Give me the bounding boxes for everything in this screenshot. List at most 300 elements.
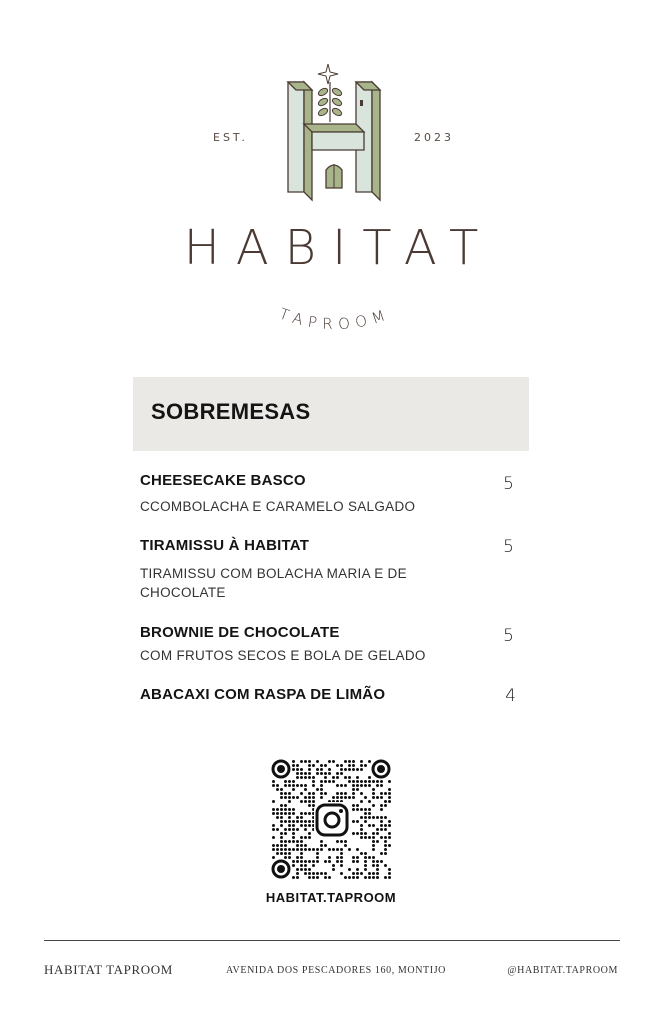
qr-dot xyxy=(336,776,339,779)
qr-dot xyxy=(360,808,363,811)
qr-dot xyxy=(356,868,359,871)
menu-item xyxy=(140,624,520,665)
qr-dot xyxy=(336,840,339,843)
qr-dot xyxy=(296,856,299,859)
qr-dot xyxy=(284,852,287,855)
qr-dot xyxy=(344,796,347,799)
qr-dot xyxy=(304,788,307,791)
qr-dot xyxy=(320,772,323,775)
qr-dot xyxy=(276,816,279,819)
qr-dot xyxy=(372,856,375,859)
taproom-text: TAPROOM xyxy=(276,304,394,334)
qr-dot xyxy=(304,860,307,863)
qr-dot xyxy=(376,780,379,783)
qr-dot xyxy=(372,780,375,783)
qr-dot xyxy=(288,800,291,803)
qr-dot xyxy=(316,788,319,791)
qr-dot xyxy=(296,772,299,775)
qr-dot xyxy=(360,760,363,763)
menu-item xyxy=(140,472,520,516)
qr-dot xyxy=(304,828,307,831)
qr-dot xyxy=(316,852,319,855)
qr-dot xyxy=(356,860,359,863)
qr-dot xyxy=(380,860,383,863)
qr-dot xyxy=(340,840,343,843)
qr-dot xyxy=(292,828,295,831)
qr-dot xyxy=(372,864,375,867)
item-price: 5 xyxy=(503,474,514,494)
qr-dot xyxy=(300,840,303,843)
qr-dot xyxy=(324,764,327,767)
qr-dot xyxy=(308,776,311,779)
qr-dot xyxy=(368,800,371,803)
qr-dot xyxy=(360,768,363,771)
qr-dot xyxy=(332,864,335,867)
qr-dot xyxy=(304,772,307,775)
qr-dot xyxy=(272,780,275,783)
qr-dot xyxy=(324,844,327,847)
qr-dot xyxy=(356,804,359,807)
qr-dot xyxy=(272,808,275,811)
qr-dot xyxy=(288,792,291,795)
qr-dot xyxy=(384,840,387,843)
qr-dot xyxy=(356,776,359,779)
qr-dot xyxy=(372,876,375,879)
qr-dot xyxy=(312,804,315,807)
qr-dot xyxy=(296,844,299,847)
qr-dot xyxy=(348,764,351,767)
qr-dot xyxy=(356,784,359,787)
qr-dot xyxy=(336,772,339,775)
qr-dot xyxy=(272,828,275,831)
qr-dot xyxy=(292,824,295,827)
qr-dot xyxy=(352,876,355,879)
qr-dot xyxy=(280,824,283,827)
qr-dot xyxy=(380,824,383,827)
qr-dot xyxy=(276,852,279,855)
qr-dot xyxy=(316,760,319,763)
qr-dot xyxy=(304,800,307,803)
qr-dot xyxy=(384,836,387,839)
qr-dot xyxy=(284,856,287,859)
qr-dot xyxy=(364,836,367,839)
qr-dot xyxy=(368,808,371,811)
qr-dot xyxy=(388,796,391,799)
qr-dot xyxy=(332,848,335,851)
qr-dot xyxy=(316,860,319,863)
qr-dot xyxy=(388,800,391,803)
qr-dot xyxy=(296,796,299,799)
qr-dot xyxy=(364,856,367,859)
qr-dot xyxy=(312,792,315,795)
section-title: SOBREMESAS xyxy=(151,399,311,424)
qr-dot xyxy=(340,772,343,775)
qr-dot xyxy=(300,836,303,839)
qr-dot xyxy=(292,784,295,787)
qr-dot xyxy=(296,860,299,863)
qr-dot xyxy=(352,872,355,875)
qr-dot xyxy=(276,848,279,851)
qr-dot xyxy=(308,872,311,875)
qr-dot xyxy=(364,812,367,815)
qr-dot xyxy=(296,828,299,831)
qr-dot xyxy=(368,776,371,779)
qr-dot xyxy=(324,860,327,863)
qr-dot xyxy=(372,832,375,835)
qr-dot xyxy=(388,836,391,839)
qr-dot xyxy=(308,876,311,879)
qr-dot xyxy=(388,872,391,875)
qr-dot xyxy=(296,820,299,823)
qr-dot xyxy=(352,808,355,811)
qr-dot xyxy=(292,760,295,763)
qr-dot xyxy=(312,796,315,799)
qr-dot xyxy=(292,864,295,867)
qr-dot xyxy=(348,780,351,783)
qr-dot xyxy=(356,848,359,851)
qr-dot xyxy=(376,860,379,863)
qr-dot xyxy=(376,816,379,819)
qr-dot xyxy=(276,844,279,847)
qr-dot xyxy=(316,876,319,879)
qr-dot xyxy=(368,836,371,839)
qr-dot xyxy=(284,820,287,823)
qr-dot xyxy=(320,780,323,783)
qr-dot xyxy=(300,864,303,867)
qr-dot xyxy=(284,828,287,831)
qr-dot xyxy=(344,784,347,787)
qr-dot xyxy=(364,816,367,819)
qr-dot xyxy=(384,816,387,819)
qr-dot xyxy=(380,784,383,787)
qr-dot xyxy=(340,864,343,867)
qr-dot xyxy=(284,832,287,835)
qr-dot xyxy=(352,768,355,771)
qr-dot xyxy=(300,856,303,859)
qr-dot xyxy=(372,872,375,875)
qr-dot xyxy=(348,868,351,871)
qr-dot xyxy=(384,864,387,867)
qr-dot xyxy=(280,812,283,815)
item-name: ABACAXI COM RASPA DE LIMÃO xyxy=(140,686,386,703)
qr-dot xyxy=(280,852,283,855)
qr-dot xyxy=(300,860,303,863)
item-description: TIRAMISSU COM BOLACHA MARIA E DE CHOCOLATE xyxy=(140,566,407,600)
qr-dot xyxy=(312,864,315,867)
qr-dot xyxy=(304,864,307,867)
qr-dot xyxy=(380,792,383,795)
qr-dot xyxy=(340,764,343,767)
qr-dot xyxy=(292,788,295,791)
qr-dot xyxy=(376,876,379,879)
qr-dot xyxy=(360,832,363,835)
qr-dot xyxy=(308,836,311,839)
qr-dot xyxy=(296,776,299,779)
qr-dot xyxy=(320,840,323,843)
habitat-h-logo-icon xyxy=(278,60,390,202)
qr-dot xyxy=(376,796,379,799)
qr-dot xyxy=(356,768,359,771)
qr-dot xyxy=(360,836,363,839)
qr-dot xyxy=(372,816,375,819)
qr-dot xyxy=(332,780,335,783)
qr-dot xyxy=(284,796,287,799)
qr-dot xyxy=(304,796,307,799)
qr-dot xyxy=(308,832,311,835)
qr-dot xyxy=(300,868,303,871)
qr-dot xyxy=(284,808,287,811)
item-price: 4 xyxy=(505,686,516,706)
qr-dot xyxy=(376,840,379,843)
qr-dot xyxy=(304,824,307,827)
qr-dot xyxy=(372,836,375,839)
qr-dot xyxy=(328,772,331,775)
qr-dot xyxy=(336,796,339,799)
qr-dot xyxy=(272,824,275,827)
qr-dot xyxy=(308,804,311,807)
qr-dot xyxy=(380,796,383,799)
qr-dot xyxy=(376,828,379,831)
qr-dot xyxy=(320,768,323,771)
qr-dot xyxy=(384,876,387,879)
qr-dot xyxy=(388,792,391,795)
qr-dot xyxy=(356,820,359,823)
qr-dot xyxy=(300,768,303,771)
qr-dot xyxy=(360,784,363,787)
qr-dot xyxy=(292,860,295,863)
qr-dot xyxy=(324,776,327,779)
qr-dot xyxy=(328,856,331,859)
qr-dot xyxy=(356,808,359,811)
qr-dot xyxy=(288,840,291,843)
qr-dot xyxy=(344,792,347,795)
qr-dot xyxy=(336,792,339,795)
qr-dot xyxy=(320,792,323,795)
qr-dot xyxy=(388,832,391,835)
qr-dot xyxy=(368,872,371,875)
qr-label: HABITAT.TAPROOM xyxy=(265,890,397,905)
qr-dot xyxy=(292,808,295,811)
qr-dot xyxy=(380,828,383,831)
qr-dot xyxy=(388,788,391,791)
footer-brand: HABITAT TAPROOM xyxy=(44,962,173,977)
qr-dot xyxy=(280,820,283,823)
qr-dot xyxy=(292,796,295,799)
qr-dot xyxy=(316,768,319,771)
qr-dot xyxy=(288,808,291,811)
qr-dot xyxy=(312,860,315,863)
qr-dot xyxy=(300,852,303,855)
qr-dot xyxy=(352,780,355,783)
qr-dot xyxy=(276,788,279,791)
qr-dot xyxy=(324,780,327,783)
qr-dot xyxy=(276,784,279,787)
qr-dot xyxy=(280,792,283,795)
item-description: COM FRUTOS SECOS E BOLA DE GELADO xyxy=(140,648,426,663)
qr-dot xyxy=(288,820,291,823)
qr-dot xyxy=(360,764,363,767)
qr-dot xyxy=(348,760,351,763)
qr-dot xyxy=(372,860,375,863)
qr-dot xyxy=(336,856,339,859)
qr-dot xyxy=(300,812,303,815)
qr-dot xyxy=(284,784,287,787)
qr-dot xyxy=(312,776,315,779)
qr-dot xyxy=(288,796,291,799)
qr-dot xyxy=(324,792,327,795)
qr-dot xyxy=(380,816,383,819)
qr-dot xyxy=(352,760,355,763)
qr-dot xyxy=(280,848,283,851)
qr-dot xyxy=(288,784,291,787)
qr-dot xyxy=(340,852,343,855)
qr-dot xyxy=(320,796,323,799)
qr-dot xyxy=(372,788,375,791)
qr-dot xyxy=(304,812,307,815)
qr-dot xyxy=(272,856,275,859)
qr-dot xyxy=(300,848,303,851)
qr-dot xyxy=(288,848,291,851)
qr-dot xyxy=(328,760,331,763)
qr-dot xyxy=(304,760,307,763)
qr-dot xyxy=(320,788,323,791)
footer-divider xyxy=(44,940,620,941)
qr-dot xyxy=(288,812,291,815)
qr-dot xyxy=(304,872,307,875)
qr-dot xyxy=(368,780,371,783)
qr-dot xyxy=(340,796,343,799)
section-header xyxy=(133,377,529,451)
qr-dot xyxy=(388,844,391,847)
qr-dot xyxy=(364,780,367,783)
qr-dot xyxy=(328,860,331,863)
qr-dot xyxy=(296,784,299,787)
qr-dot xyxy=(368,812,371,815)
qr-dot xyxy=(344,768,347,771)
qr-dot xyxy=(308,792,311,795)
qr-dot xyxy=(348,848,351,851)
qr-dot xyxy=(300,824,303,827)
qr-dot xyxy=(280,832,283,835)
qr-dot xyxy=(340,860,343,863)
qr-dot xyxy=(328,780,331,783)
qr-dot xyxy=(376,864,379,867)
qr-dot xyxy=(292,848,295,851)
est-label: EST. xyxy=(213,131,248,144)
qr-dot xyxy=(352,856,355,859)
qr-dot xyxy=(336,784,339,787)
qr-dot xyxy=(304,868,307,871)
qr-dot xyxy=(388,868,391,871)
qr-dot xyxy=(388,876,391,879)
qr-dot xyxy=(336,860,339,863)
qr-dot xyxy=(280,836,283,839)
qr-dot xyxy=(328,848,331,851)
qr-dot xyxy=(364,832,367,835)
qr-dot xyxy=(284,804,287,807)
qr-dot xyxy=(304,820,307,823)
qr-dot xyxy=(320,764,323,767)
qr-dot xyxy=(344,776,347,779)
qr-dot xyxy=(292,768,295,771)
qr-dot xyxy=(280,808,283,811)
qr-dot xyxy=(384,852,387,855)
qr-dot xyxy=(340,768,343,771)
qr-dot xyxy=(372,792,375,795)
qr-dot xyxy=(352,784,355,787)
qr-dot xyxy=(308,820,311,823)
qr-dot xyxy=(296,764,299,767)
qr-dot xyxy=(348,768,351,771)
menu-item xyxy=(140,686,520,706)
qr-dot xyxy=(388,820,391,823)
footer-address: AVENIDA DOS PESCADORES 160, MONTIJO xyxy=(226,965,447,976)
qr-dot xyxy=(292,764,295,767)
item-name: TIRAMISSU À HABITAT xyxy=(140,537,310,554)
qr-dot xyxy=(284,780,287,783)
qr-dot xyxy=(340,872,343,875)
qr-dot xyxy=(300,800,303,803)
qr-dot xyxy=(360,800,363,803)
qr-dot xyxy=(380,804,383,807)
item-name: BROWNIE DE CHOCOLATE xyxy=(140,624,340,641)
qr-dot xyxy=(292,832,295,835)
qr-dot xyxy=(280,844,283,847)
footer-handle: @HABITAT.TAPROOM xyxy=(507,965,618,976)
qr-dot xyxy=(372,824,375,827)
qr-dot xyxy=(308,764,311,767)
qr-dot xyxy=(316,848,319,851)
qr-dot xyxy=(324,872,327,875)
qr-dot xyxy=(356,780,359,783)
qr-dot xyxy=(312,876,315,879)
qr-dot xyxy=(332,868,335,871)
qr-dot xyxy=(352,860,355,863)
qr-dot xyxy=(300,792,303,795)
qr-dot xyxy=(308,860,311,863)
item-price: 5 xyxy=(503,626,514,646)
qr-dot xyxy=(360,792,363,795)
qr-dot xyxy=(276,808,279,811)
qr-dot xyxy=(332,796,335,799)
qr-dot xyxy=(376,784,379,787)
qr-dot xyxy=(344,760,347,763)
qr-dot xyxy=(336,764,339,767)
qr-dot xyxy=(288,856,291,859)
qr-dot xyxy=(308,868,311,871)
qr-dot xyxy=(272,812,275,815)
qr-dot xyxy=(288,828,291,831)
qr-dot xyxy=(356,832,359,835)
qr-dot xyxy=(300,784,303,787)
qr-dot xyxy=(372,848,375,851)
qr-dot xyxy=(348,796,351,799)
qr-dot xyxy=(384,800,387,803)
qr-dot xyxy=(364,820,367,823)
qr-dot xyxy=(360,816,363,819)
qr-dot xyxy=(284,792,287,795)
qr-dot xyxy=(316,856,319,859)
qr-dot xyxy=(340,792,343,795)
qr-dot xyxy=(384,792,387,795)
qr-dot xyxy=(320,848,323,851)
qr-dot xyxy=(380,852,383,855)
qr-dot xyxy=(368,760,371,763)
instagram-qr-code[interactable] xyxy=(270,758,394,882)
qr-dot xyxy=(312,764,315,767)
qr-dot xyxy=(304,784,307,787)
qr-dot xyxy=(320,844,323,847)
